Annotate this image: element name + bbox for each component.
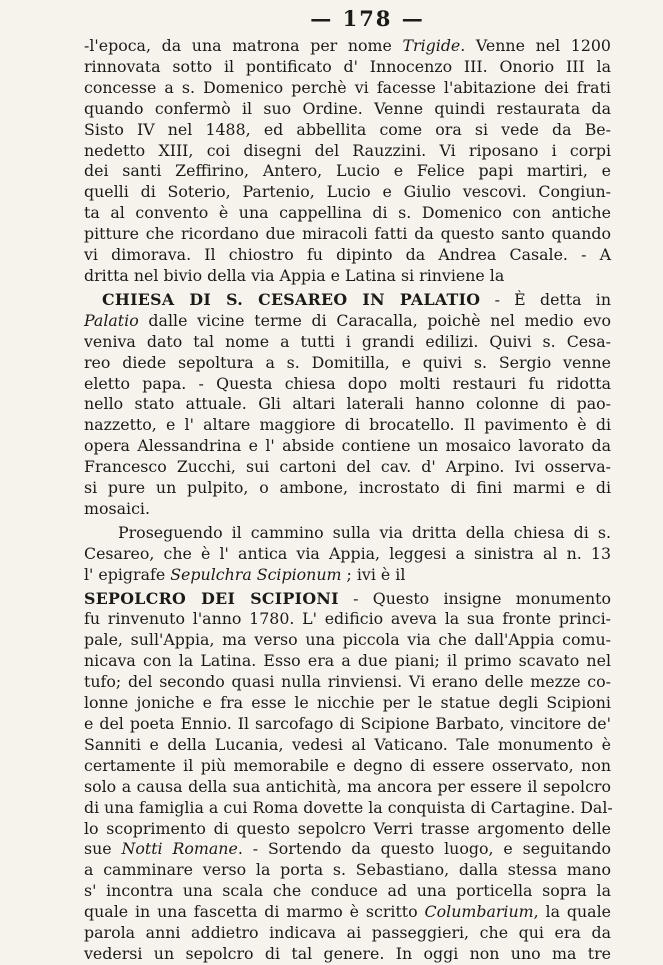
- italic-term: Columbarium: [424, 902, 534, 922]
- text-line: mosaici.: [84, 498, 150, 518]
- text-line: fu rinvenuto l'anno 1780. L' edificio aveva la sua fronte princi-: [84, 609, 611, 629]
- text-line: vi dimorava. Il chiostro fu dipinto da Andrea Casale. - A: [84, 245, 611, 265]
- section-heading-line: [84, 290, 611, 311]
- text-line: Palatio dalle vicine terme di Caracalla, poichè nel medio evo: [84, 310, 611, 330]
- text-line: solo a causa della sua antichità, ma ancora per essere il sepolcro: [84, 776, 611, 796]
- text-line: s' incontra una scala che conduce ad una porticella sopra la: [84, 881, 611, 901]
- text-line: sue Notti Romane. - Sortendo da questo luogo, e seguitando: [84, 839, 611, 859]
- text-line: veniva dato tal nome a tutti i grandi edilizi. Quivi s. Cesa-: [84, 331, 611, 351]
- text-line: certamente il più memorabile e degno di essere osservato, non: [84, 755, 611, 775]
- text-line: l' epigrafe Sepulchra Scipionum ; ivi è il: [84, 564, 406, 584]
- text-line: Francesco Zucchi, sui cartoni del cav. d' Arpino. Ivi osserva-: [84, 457, 611, 477]
- text-line: tufo; del secondo quasi nulla rinviensi. Vi erano delle mezze co-: [84, 672, 611, 692]
- text-line: rinnovata sotto il pontificato d' Innocenzo III. Onorio III la: [84, 56, 611, 76]
- text-line: nedetto XIII, coi disegni del Rauzzini. Vi riposano i corpi: [84, 140, 611, 160]
- section-heading-line: [84, 589, 611, 610]
- text-line: lo scoprimento di questo sepolcro Verri trasse argomento delle: [84, 818, 611, 838]
- text-line: opera Alessandrina e l' abside contiene un mosaico lavorato da: [84, 436, 611, 456]
- text-line: eletto papa. - Questa chiesa dopo molti restauri fu ridotta: [84, 373, 611, 393]
- paragraph-sepolcro-scipioni: [84, 589, 611, 965]
- text-line: Sanniti e della Lucania, vedesi al Vaticano. Tale monumento è: [84, 734, 611, 754]
- heading-rest: - È detta in: [480, 289, 611, 309]
- italic-term: Sepulchra Scipionum: [170, 564, 342, 584]
- text-line: pitture che ricordano due miracoli fatti da questo santo quando: [84, 224, 611, 244]
- paragraph-via-appia: [84, 523, 611, 586]
- text-line: concesse a s. Domenico perchè vi facesse l'abitazione dei frati: [84, 77, 611, 97]
- heading-rest: - Questo insigne monumento: [338, 588, 611, 608]
- paragraph-domenico: [84, 36, 611, 287]
- text-line: nello stato attuale. Gli altari laterali hanno colonne di pao-: [84, 394, 611, 414]
- text-line: -l'epoca, da una matrona per nome Trigide. Venne nel 1200: [84, 36, 611, 55]
- italic-term: Notti Romane: [121, 839, 238, 859]
- page-number: — 178 —: [310, 6, 425, 31]
- text-line: vedersi un sepolcro di tal genere. In oggi non uno ma tre: [84, 943, 611, 963]
- text-line: nazzetto, e l' altare maggiore di brocatello. Il pavimento è di: [84, 415, 611, 435]
- italic-term: Palatio: [84, 310, 139, 330]
- text-line: parola anni addietro indicava ai passeggieri, che qui era da: [84, 923, 611, 943]
- text-line: nicava con la Latina. Esso era a due piani; il primo scavato nel: [84, 651, 611, 671]
- section-heading: SEPOLCRO DEI SCIPIONI: [84, 588, 339, 608]
- text-line: quale in una fascetta di marmo è scritto Columbarium, la quale: [84, 902, 611, 922]
- text-line: pale, sull'Appia, ma verso una piccola via che dall'Appia comu-: [84, 630, 611, 650]
- text-line: reo diede sepoltura a s. Domitilla, e quivi s. Sergio venne: [84, 352, 611, 372]
- text-line: Sisto IV nel 1488, ed abbellita come ora si vede da Be-: [84, 119, 611, 139]
- text-line: Proseguendo il cammino sulla via dritta della chiesa di s.: [118, 522, 611, 542]
- text-line: dritta nel bivio della via Appia e Latina si rinviene la: [84, 265, 505, 285]
- text-line: a camminare verso la porta s. Sebastiano, dalla stessa mano: [84, 860, 611, 880]
- text-line: lonne joniche e fra esse le nicchie per le statue degli Scipioni: [84, 693, 611, 713]
- section-heading: CHIESA DI S. CESAREO IN PALATIO: [102, 289, 481, 309]
- text-line: ta al convento è una cappellina di s. Domenico con antiche: [84, 203, 611, 223]
- paragraph-chiesa-san-cesareo: [84, 290, 611, 520]
- text-line: quando confermò il suo Ordine. Venne quindi restaurata da: [84, 98, 611, 118]
- text-line: dei santi Zeffirino, Antero, Lucio e Felice papi martiri, e: [84, 161, 611, 181]
- text-line: quelli di Soterio, Partenio, Lucio e Giulio vescovi. Congiun-: [84, 182, 611, 202]
- text-line: Cesareo, che è l' antica via Appia, leggesi a sinistra al n. 13: [84, 543, 611, 563]
- text-line: si pure un pulpito, o ambone, incrostato di fini marmi e di: [84, 478, 611, 498]
- text-line: di una famiglia a cui Roma dovette la conquista di Cartagine. Dal-: [84, 797, 613, 817]
- text-line: e del poeta Ennio. Il sarcofago di Scipione Barbato, vincitore de': [84, 714, 611, 733]
- italic-term: Trigide: [402, 36, 461, 55]
